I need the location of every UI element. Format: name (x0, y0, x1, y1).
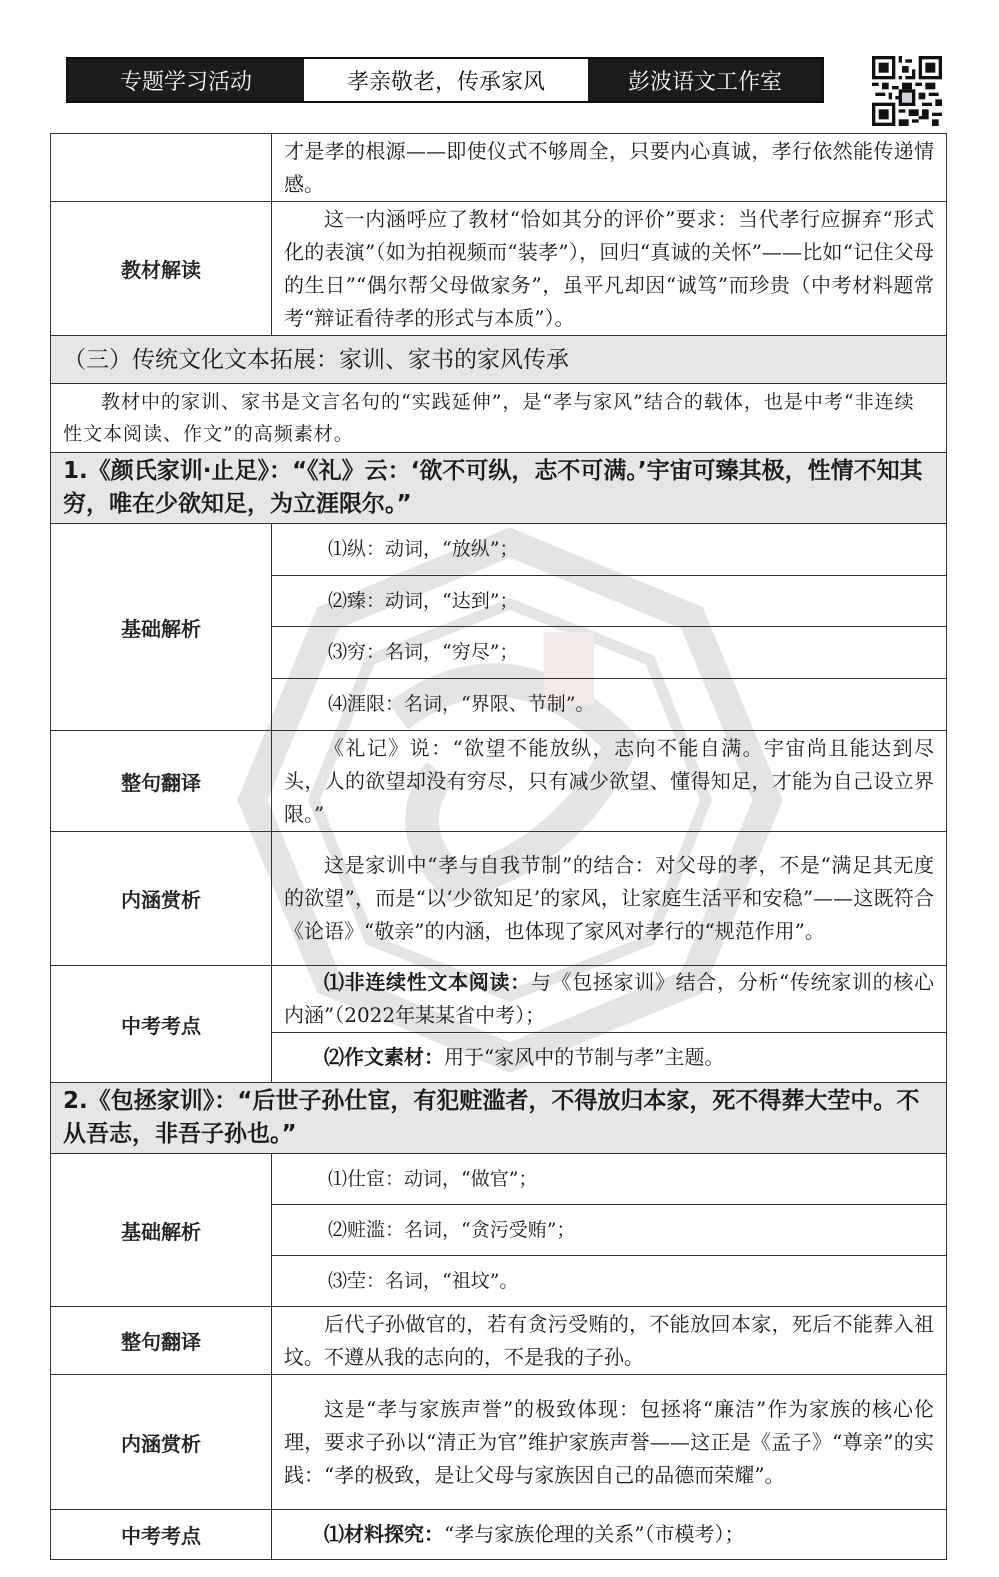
neihan-2-text: 这是“孝与家族声誉”的极致体现：包拯将“廉洁”作为家族的核心伦理，要求子孙以“清正为官”维护家族声誉——这正是《孟子》“尊亲”的实践：“孝的极致，是让父母与家族因自己的品德而荣耀”。 (272, 1375, 947, 1510)
label-kaodian-2: 中考考点 (51, 1510, 272, 1560)
item1-title-row (51, 453, 947, 524)
label-fanyi-2: 整句翻译 (51, 1307, 272, 1375)
item1-title: 1.《颜氏家训·止足》：“《礼》云：‘欲不可纵，志不可满。’宇宙可臻其极，性情不知其穷，唯在少欲知足，为立涯限尔。” (51, 453, 947, 524)
label-neihan-1: 内涵赏析 (51, 832, 272, 966)
label-kaodian-1: 中考考点 (51, 966, 272, 1083)
table-row (51, 1307, 947, 1375)
label-jichu-1: 基础解析 (51, 524, 272, 731)
jichu-2-1: ⑴仕宦：动词，“做官”； (272, 1154, 947, 1205)
table-row (51, 524, 947, 576)
kaodian-1-2-keyword: ⑵作文素材： (324, 1045, 444, 1069)
content-table (50, 133, 947, 1560)
table-row (51, 134, 947, 202)
label-fanyi-1: 整句翻译 (51, 731, 272, 832)
jichu-1-4: ⑷涯限：名词，“界限、节制”。 (272, 679, 947, 731)
table-row (51, 1375, 947, 1510)
kaodian-1-1-text: 与《包拯家训》结合，分析“传统家训的核心内涵”（2022年某某省中考）； (284, 970, 935, 1027)
label-jichu-2: 基础解析 (51, 1154, 272, 1307)
neihan-1-text: 这是家训中“孝与自我节制”的结合：对父母的孝，不是“满足其无度的欲望”，而是“以‘少欲知足’的家风，让家庭生活平和安稳”——这既符合《论语》“敬亲”的内涵，也体现了家风对孝行的“规范作用”。 (272, 832, 947, 966)
kaodian-1-2-text: 用于“家风中的节制与孝”主题。 (444, 1045, 725, 1069)
jichu-1-2: ⑵臻：动词，“达到”； (272, 576, 947, 627)
qr-code-icon (872, 56, 942, 126)
label-neihan-2: 内涵赏析 (51, 1375, 272, 1510)
item2-title-row (51, 1083, 947, 1154)
label-jiaocai: 教材解读 (51, 202, 272, 336)
header-right-label: 彭波语文工作室 (588, 59, 822, 101)
jichu-1-3: ⑶穷：名词，“穷尽”； (272, 627, 947, 679)
jichu-1-1: ⑴纵：动词，“放纵”； (272, 524, 947, 576)
empty-label-cell (51, 134, 272, 202)
kaodian-2-1 (272, 1510, 947, 1560)
fanyi-1-text: 《礼记》说：“欲望不能放纵，志向不能自满。宇宙尚且能达到尽头，人的欲望却没有穷尽，只有减少欲望、懂得知足，才能为自己设立界限。” (272, 731, 947, 832)
continuation-text: 才是孝的根源——即使仪式不够周全，只要内心真诚，孝行依然能传递情感。 (272, 134, 947, 202)
table-row (51, 1510, 947, 1560)
kaodian-2-1-keyword: ⑴材料探究： (324, 1522, 444, 1546)
jiaocai-text: 这一内涵呼应了教材“恰如其分的评价”要求：当代孝行应摒弃“形式化的表演”（如为拍视频而“装孝”），回归“真诚的关怀”——比如“记住父母的生日”“偶尔帮父母做家务”，虽平凡却因“诚笃”而珍贵（中考材料题常考“辩证看待孝的形式与本质”）。 (272, 202, 947, 336)
kaodian-1-1-keyword: ⑴非连续性文本阅读： (324, 970, 531, 994)
kaodian-2-1-text: “孝与家族伦理的关系”（市模考）； (444, 1522, 745, 1546)
item2-title: 2.《包拯家训》：“后世子孙仕宦，有犯赃滥者，不得放归本家，死不得葬大茔中。不从吾志，非吾子孙也。” (51, 1083, 947, 1154)
table-row (51, 966, 947, 1033)
section3-intro: 教材中的家训、家书是文言名句的“实践延伸”，是“孝与家风”结合的载体，也是中考“非连续性文本阅读、作文”的高频素材。 (51, 384, 947, 453)
table-row (51, 832, 947, 966)
header-bar (66, 57, 824, 103)
jichu-2-2: ⑵赃滥：名词，“贪污受贿”； (272, 1205, 947, 1256)
table-row (51, 202, 947, 336)
header-title: 孝亲敬老，传承家风 (304, 59, 588, 101)
fanyi-2-text: 后代子孙做官的，若有贪污受贿的，不能放回本家，死后不能葬入祖坟。不遵从我的志向的，不是我的子孙。 (272, 1307, 947, 1375)
kaodian-1-2 (272, 1033, 947, 1083)
jichu-2-3: ⑶茔：名词，“祖坟”。 (272, 1256, 947, 1307)
section-intro-row (51, 384, 947, 453)
kaodian-1-1 (272, 966, 947, 1033)
table-row (51, 731, 947, 832)
section-heading-row (51, 336, 947, 384)
header-left-label: 专题学习活动 (68, 59, 304, 101)
section3-title: （三）传统文化文本拓展：家训、家书的家风传承 (51, 336, 947, 384)
table-row (51, 1154, 947, 1205)
